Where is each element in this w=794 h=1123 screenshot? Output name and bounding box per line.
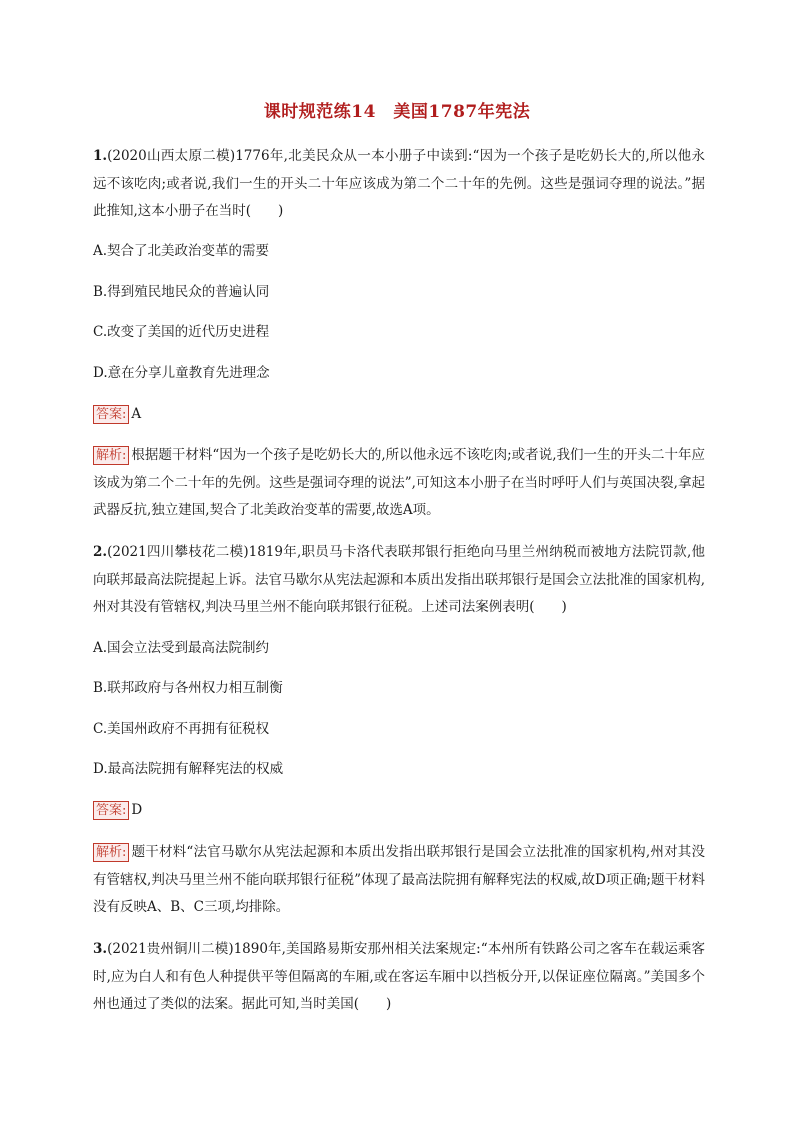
question-3 — [93, 936, 705, 1019]
option-d: D.最高法院拥有解释宪法的权威 — [93, 761, 284, 777]
option-c: C.美国州政府不再拥有征税权 — [93, 721, 270, 737]
answer-value: D — [131, 802, 143, 818]
question-number: 2. — [93, 544, 108, 560]
option-a: A.契合了北美政治变革的需要 — [93, 243, 270, 259]
option-b: B.联邦政府与各州权力相互制衡 — [93, 680, 283, 696]
answer-tag: 答案: — [93, 405, 129, 424]
analysis-paragraph — [93, 442, 705, 525]
answer-tag: 答案: — [93, 801, 129, 820]
analysis-tag: 解析: — [93, 843, 129, 862]
question-2 — [93, 539, 705, 622]
question-stem: (2021四川攀枝花二模)1819年,职员马卡洛代表联邦银行拒绝向马里兰州纳税而被地方法院罚款,他向联邦最高法院提起上诉。法官马歇尔从宪法起源和本质出发指出联邦银行是国会立法批准的国家机构,州对其没有管辖权,判决马里兰州不能向联邦银行征税。上述司法案例表明( ) — [93, 544, 705, 615]
answer-row — [93, 404, 141, 424]
question-stem: (2021贵州铜川二模)1890年,美国路易斯安那州相关法案规定:“本州所有铁路公司之客车在载运乘客时,应为白人和有色人种提供平等但隔离的车厢,或在客运车厢中以挡板分开,以保证座位隔离。”美国多个州也通过了类似的法案。据此可知,当时美国( ) — [93, 941, 705, 1012]
option-b: B.得到殖民地民众的普遍认同 — [93, 284, 270, 300]
analysis-paragraph — [93, 839, 705, 922]
analysis-text: 根据题干材料“因为一个孩子是吃奶长大的,所以他永远不该吃肉;或者说,我们一生的开头二十年应该成为第二个二十年的先例。这些是强词夺理的说法”,可知这本小册子在当时呼吁人们与英国决裂,拿起武器反抗,独立建国,契合了北美政治变革的需要,故选A项。 — [93, 447, 705, 518]
option-d: D.意在分享儿童教育先进理念 — [93, 365, 270, 381]
answer-value: A — [131, 406, 142, 422]
question-1 — [93, 143, 705, 226]
question-stem: (2020山西太原二模)1776年,北美民众从一本小册子中读到:“因为一个孩子是吃奶长大的,所以他永远不该吃肉;或者说,我们一生的开头二十年应该成为第二个二十年的先例。这些是强词夺理的说法。”据此推知,这本小册子在当时( ) — [93, 148, 705, 219]
page-title: 课时规范练14 美国1787年宪法 — [263, 102, 531, 122]
option-a: A.国会立法受到最高法院制约 — [93, 640, 270, 656]
option-c: C.改变了美国的近代历史进程 — [93, 324, 270, 340]
analysis-text: 题干材料“法官马歇尔从宪法起源和本质出发指出联邦银行是国会立法批准的国家机构,州对其没有管辖权,判决马里兰州不能向联邦银行征税”体现了最高法院拥有解释宪法的权威,故D项正确;题干材料没有反映A、B、C三项,均排除。 — [93, 844, 705, 915]
analysis-tag: 解析: — [93, 446, 129, 465]
answer-row — [93, 800, 142, 820]
question-number: 3. — [93, 941, 108, 957]
question-number: 1. — [93, 148, 108, 164]
